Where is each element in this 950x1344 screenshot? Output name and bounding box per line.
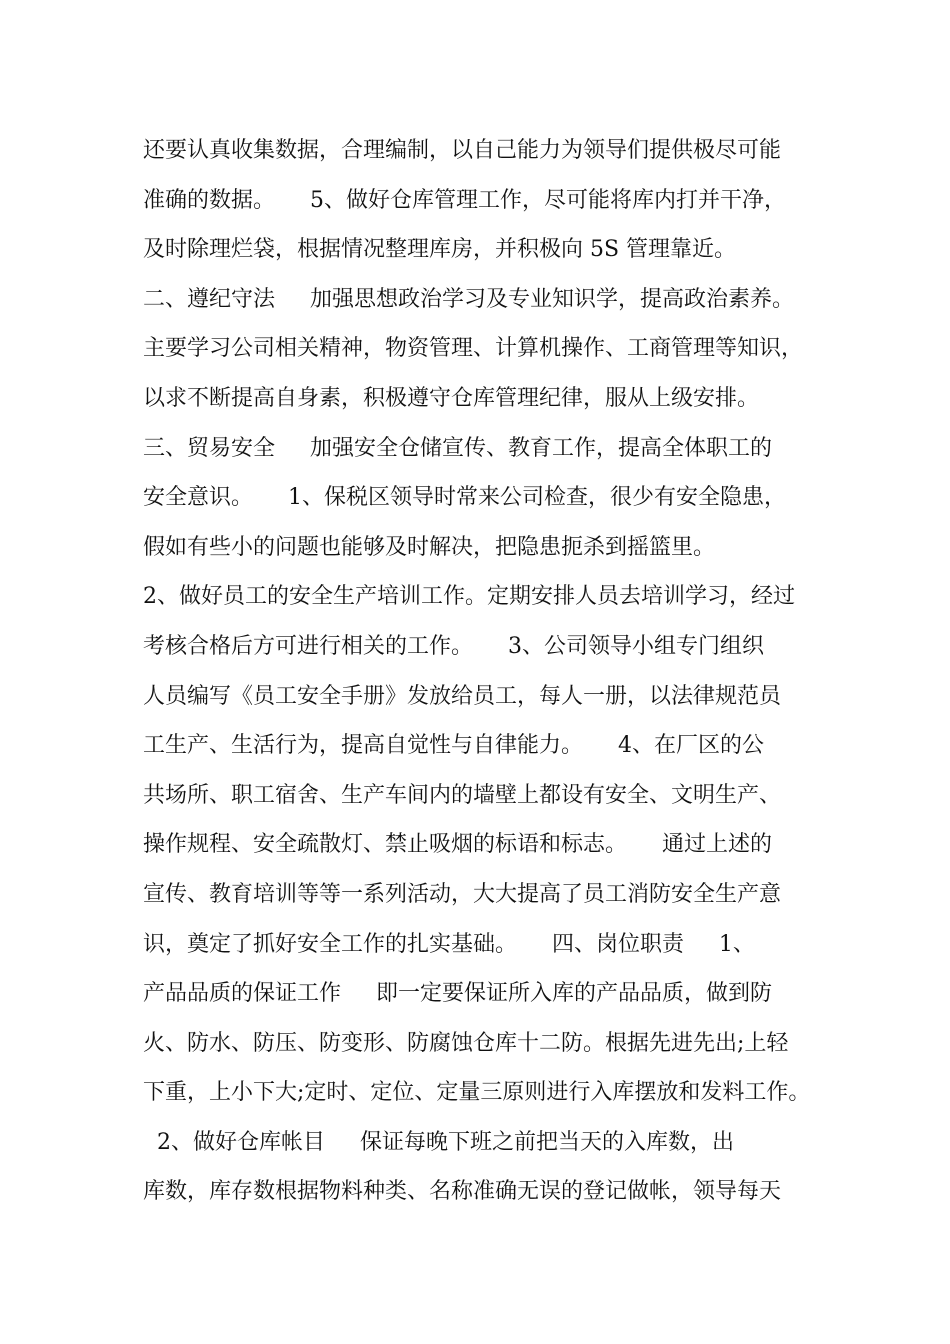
text-line: 产品品质的保证工作 即一定要保证所入库的产品品质，做到防 [143, 981, 772, 1007]
text-line: 宣传、教育培训等等一系列活动，大大提高了员工消防安全生产意 [143, 881, 782, 907]
text-line: 共场所、职工宿舍、生产车间内的墙壁上都设有安全、文明生产、 [143, 782, 782, 808]
text-line: 2、做好仓库帐目 保证每晚下班之前把当天的入库数，出 [143, 1129, 734, 1155]
body-text [143, 126, 823, 1217]
text-line: 还要认真收集数据，合理编制，以自己能力为领导们提供极尽可能 [143, 138, 782, 163]
text-line: 考核合格后方可进行相关的工作。 3、公司领导小组专门组织 [143, 633, 764, 659]
text-line: 下重，上小下大;定时、定位、定量三原则进行入库摆放和发料工作。 [143, 1080, 811, 1106]
text-line: 安全意识。 1、保税区领导时常来公司检查，很少有安全隐患， [143, 485, 786, 511]
text-line: 库数，库存数根据物料种类、名称准确无误的登记做帐，领导每天 [143, 1179, 782, 1205]
text-line: 工生产、生活行为，提高自觉性与自律能力。 4、在厂区的公 [143, 733, 764, 759]
text-line: 以求不断提高自身素，积极遵守仓库管理纪律，服从上级安排。 [143, 385, 760, 411]
text-line: 及时除理烂袋，根据情况整理库房，并积极向 5S 管理靠近。 [143, 237, 737, 263]
text-line: 火、防水、防压、防变形、防腐蚀仓库十二防。根据先进先出;上轻 [143, 1030, 789, 1056]
text-line: 2、做好员工的安全生产培训工作。定期安排人员去培训学习，经过 [143, 584, 795, 610]
text-line: 操作规程、安全疏散灯、禁止吸烟的标语和标志。 通过上述的 [143, 832, 772, 858]
text-line: 识，奠定了抓好安全工作的扎实基础。 四、岗位职责 1、 [143, 931, 755, 957]
text-line: 主要学习公司相关精神，物资管理、计算机操作、工商管理等知识， [143, 336, 804, 362]
text-line: 假如有些小的问题也能够及时解决，把隐患扼杀到摇篮里。 [143, 534, 716, 560]
text-line: 准确的数据。 5、做好仓库管理工作，尽可能将库内打并干净， [143, 187, 786, 213]
text-line: 人员编写《员工安全手册》发放给员工，每人一册，以法律规范员 [143, 683, 782, 709]
text-line: 二、遵纪守法 加强思想政治学习及专业知识学，提高政治素养。 [143, 286, 794, 312]
text-line: 三、贸易安全 加强安全仓储宣传、教育工作，提高全体职工的 [143, 435, 772, 461]
